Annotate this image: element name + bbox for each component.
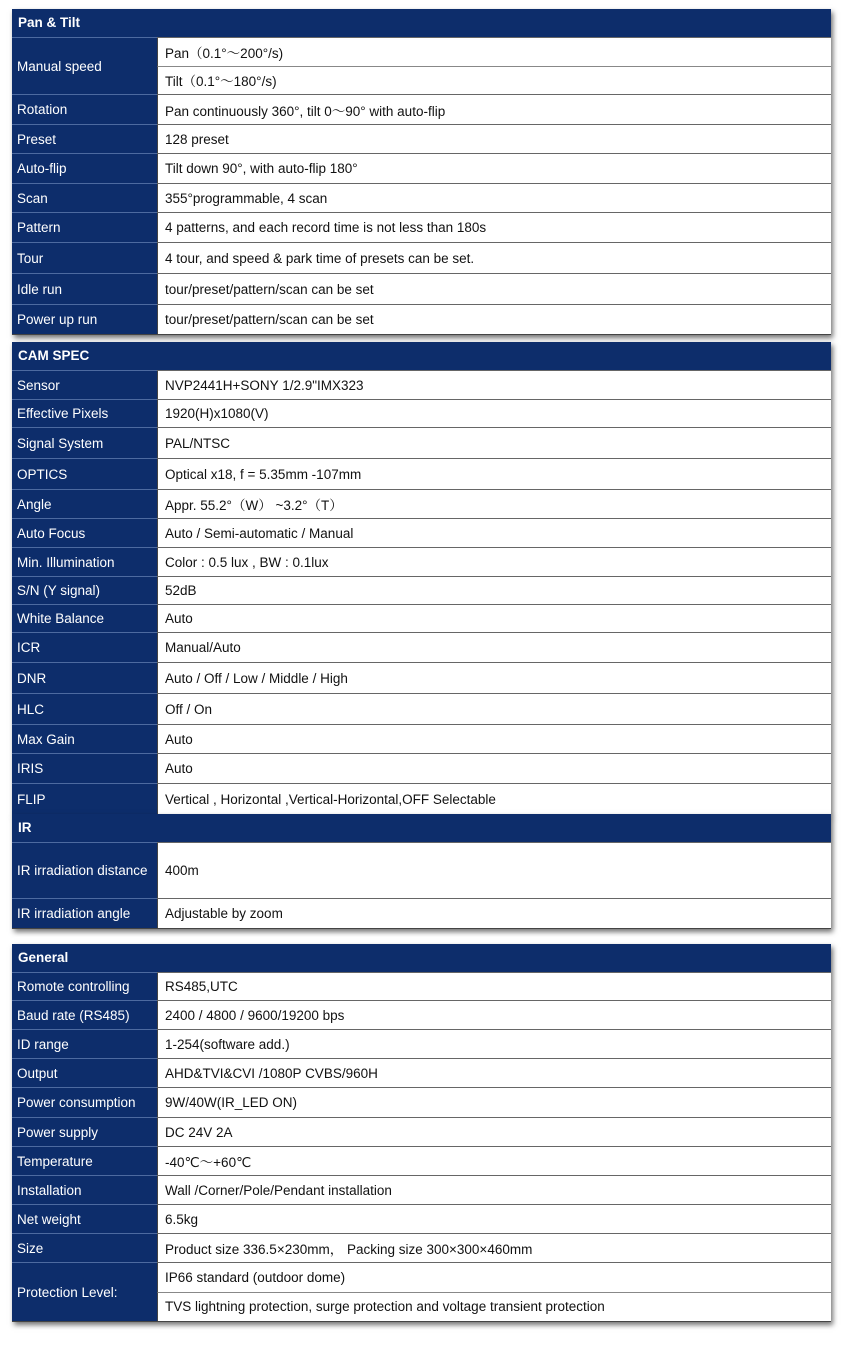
spec-row [12,632,831,662]
pan-tilt-table [12,9,831,335]
row-value: 4 tour, and speed & park time of presets can be set. [157,243,831,273]
row-label: Sensor [12,370,157,399]
spec-row [12,1233,831,1262]
row-label: Pattern [12,212,157,242]
row-value: Optical x18, f = 5.35mm -107mm [157,459,831,489]
row-value: 6.5kg [157,1205,831,1233]
row-label: Power consumption [12,1087,157,1117]
row-value: NVP2441H+SONY 1/2.9"IMX323 [157,371,831,399]
row-value: 355°programmable, 4 scan [157,184,831,212]
row-value: 400m [157,843,831,898]
spec-row [12,1117,831,1146]
row-value: Auto [157,754,831,783]
spec-row [12,898,831,929]
general-header: General [12,944,831,972]
row-value: Off / On [157,694,831,724]
spec-row [12,753,831,783]
spec-row [12,124,831,153]
row-value: tour/preset/pattern/scan can be set [157,274,831,304]
row-label: OPTICS [12,458,157,489]
spec-row [12,1087,831,1117]
row-label: Net weight [12,1204,157,1233]
spec-row [12,547,831,576]
spec-row [12,273,831,304]
spec-row [12,37,831,94]
spec-row [12,604,831,632]
spec-row [12,212,831,242]
row-label: Scan [12,183,157,212]
row-value: Wall /Corner/Pole/Pendant installation [157,1176,831,1204]
spec-row [12,1175,831,1204]
row-label: DNR [12,662,157,693]
row-label: S/N (Y signal) [12,576,157,604]
row-value: -40℃～+60℃ [157,1147,831,1175]
row-value: Manual/Auto [157,633,831,662]
spec-row [12,1058,831,1087]
row-value: 1920(H)x1080(V) [157,400,831,427]
row-value: Pan continuously 360°, tilt 0～90° with auto-flip [157,95,831,124]
row-label: Baud rate (RS485) [12,1000,157,1029]
row-value: 4 patterns, and each record time is not less than 180s [157,213,831,242]
spec-row [12,783,831,815]
spec-row [12,724,831,753]
pan-tilt-header: Pan & Tilt [12,9,831,37]
row-value: PAL/NTSC [157,428,831,458]
row-value: Adjustable by zoom [157,899,831,928]
row-label: Preset [12,124,157,153]
row-label: Max Gain [12,724,157,753]
row-value: DC 24V 2A [157,1118,831,1146]
row-label: HLC [12,693,157,724]
row-value: Appr. 55.2°（W） ~3.2°（T） [157,490,831,518]
row-label: Output [12,1058,157,1087]
row-value: 52dB [157,577,831,604]
spec-row [12,1146,831,1175]
row-label: ICR [12,632,157,662]
row-value: Pan（0.1°～200°/s) [157,38,831,66]
row-label: Power supply [12,1117,157,1146]
row-value: RS485,UTC [157,973,831,1000]
spec-row [12,1204,831,1233]
spec-row [12,972,831,1000]
row-label: Rotation [12,94,157,124]
row-label: IR irradiation angle [12,898,157,928]
spec-row [12,399,831,427]
row-label: FLIP [12,783,157,814]
row-label: Signal System [12,427,157,458]
spec-row [12,458,831,489]
spec-row [12,693,831,724]
row-value: Tilt（0.1°～180°/s) [157,66,831,95]
row-label: Installation [12,1175,157,1204]
cam-spec-header: CAM SPEC [12,342,831,370]
spec-row [12,94,831,124]
spec-row [12,427,831,458]
ir-table [12,814,831,929]
ir-header: IR [12,814,831,842]
row-value: TVS lightning protection, surge protection and voltage transient protection [157,1292,831,1322]
row-label: IRIS [12,753,157,783]
row-value: tour/preset/pattern/scan can be set [157,305,831,334]
row-value: Auto / Off / Low / Middle / High [157,663,831,693]
row-label: Idle run [12,273,157,304]
spec-row [12,576,831,604]
row-label: Angle [12,489,157,518]
spec-row [12,242,831,273]
spec-row [12,489,831,518]
row-value: Auto [157,605,831,632]
spec-row [12,1029,831,1058]
row-value: 1-254(software add.) [157,1030,831,1058]
spec-row [12,370,831,399]
spec-row [12,662,831,693]
row-label: Power up run [12,304,157,334]
spec-row [12,153,831,183]
spec-row [12,518,831,547]
row-value: Auto [157,725,831,753]
row-label: Auto Focus [12,518,157,547]
row-label: Min. Illumination [12,547,157,576]
row-value: Color : 0.5 lux , BW : 0.1lux [157,548,831,576]
spec-row [12,1000,831,1029]
spec-row [12,1262,831,1322]
row-value: IP66 standard (outdoor dome) [157,1263,831,1292]
spec-row [12,842,831,898]
row-label: Temperature [12,1146,157,1175]
row-label: Auto-flip [12,153,157,183]
row-value: Tilt down 90°, with auto-flip 180° [157,154,831,183]
row-value: Product size 336.5×230mm， Packing size 300×300×460mm [157,1234,831,1262]
row-label: IR irradiation distance [12,842,157,898]
row-label: Size [12,1233,157,1262]
row-label: ID range [12,1029,157,1058]
row-value: Auto / Semi-automatic / Manual [157,519,831,547]
spec-row [12,183,831,212]
row-label: White Balance [12,604,157,632]
row-value: AHD&TVI&CVI /1080P CVBS/960H [157,1059,831,1087]
row-value: 9W/40W(IR_LED ON) [157,1088,831,1117]
row-label: Manual speed [12,37,157,94]
row-label: Protection Level: [12,1262,157,1321]
general-table [12,944,831,1322]
row-label: Romote controlling [12,972,157,1000]
row-value: 2400 / 4800 / 9600/19200 bps [157,1001,831,1029]
cam-spec-table [12,342,831,815]
spec-row [12,304,831,335]
row-value: Vertical , Horizontal ,Vertical-Horizontal,OFF Selectable [157,784,831,814]
row-label: Effective Pixels [12,399,157,427]
row-label: Tour [12,242,157,273]
row-value: 128 preset [157,125,831,153]
